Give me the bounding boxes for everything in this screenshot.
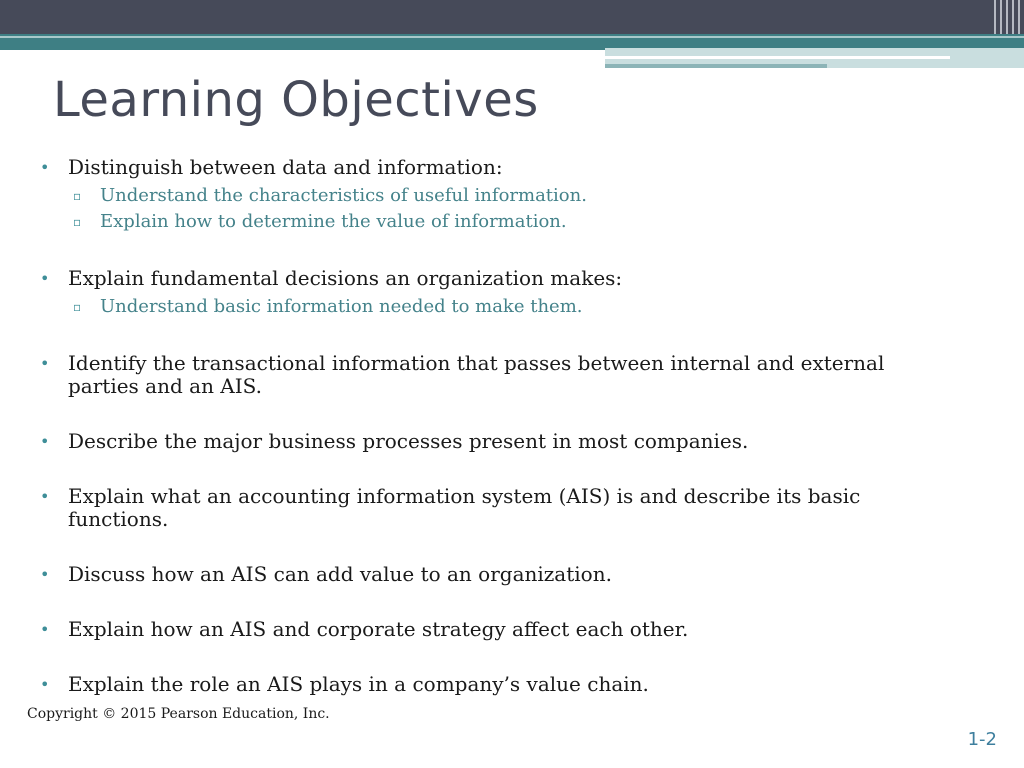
sub-objective-list	[68, 294, 940, 320]
objective-item	[40, 430, 940, 453]
bullet-icon: •	[40, 675, 50, 694]
objective-text: Describe the major business processes present in most companies.	[68, 429, 749, 453]
slide-title: Learning Objectives	[53, 72, 539, 128]
sub-objective-item	[68, 209, 940, 235]
objective-item	[40, 618, 940, 641]
objective-text: Explain how an AIS and corporate strategy affect each other.	[68, 617, 689, 641]
bullet-icon: •	[40, 620, 50, 639]
bullet-icon: •	[40, 432, 50, 451]
bullet-icon: •	[40, 158, 50, 177]
header-accent-line	[605, 56, 950, 59]
bullet-icon: •	[40, 354, 50, 373]
sub-bullet-icon: ▫	[73, 215, 82, 229]
objective-item	[40, 267, 940, 320]
objective-text: Discuss how an AIS can add value to an organization.	[68, 562, 612, 586]
sub-objective-item	[68, 294, 940, 320]
sub-objective-text: Understand basic information needed to make them.	[100, 296, 583, 317]
objective-text: Explain fundamental decisions an organization makes:	[68, 266, 623, 290]
objectives-list	[40, 156, 940, 728]
sub-objective-text: Explain how to determine the value of information.	[100, 211, 567, 232]
objective-text: Explain what an accounting information system (AIS) is and describe its basic functions.	[68, 484, 861, 531]
sub-objective-list	[68, 183, 940, 235]
objective-item	[40, 563, 940, 586]
sub-bullet-icon: ▫	[73, 300, 82, 314]
bullet-icon: •	[40, 487, 50, 506]
objective-text: Identify the transactional information that passes between internal and external parties and an AIS.	[68, 351, 885, 398]
objective-text: Explain the role an AIS plays in a company’s value chain.	[68, 672, 649, 696]
objective-item	[40, 156, 940, 235]
header-dark-bar	[0, 0, 1024, 34]
header-teal-line	[0, 36, 1024, 38]
sub-objective-item	[68, 183, 940, 209]
page-number: 1-2	[967, 729, 997, 750]
header-accent-line-2	[605, 64, 827, 68]
objective-item	[40, 352, 940, 398]
objective-item	[40, 673, 940, 696]
sub-objective-text: Understand the characteristics of useful information.	[100, 185, 587, 206]
bullet-icon: •	[40, 565, 50, 584]
objective-item	[40, 485, 940, 531]
copyright-notice: Copyright © 2015 Pearson Education, Inc.	[27, 706, 330, 722]
bullet-icon: •	[40, 269, 50, 288]
sub-bullet-icon: ▫	[73, 189, 82, 203]
objective-text: Distinguish between data and information:	[68, 155, 503, 179]
